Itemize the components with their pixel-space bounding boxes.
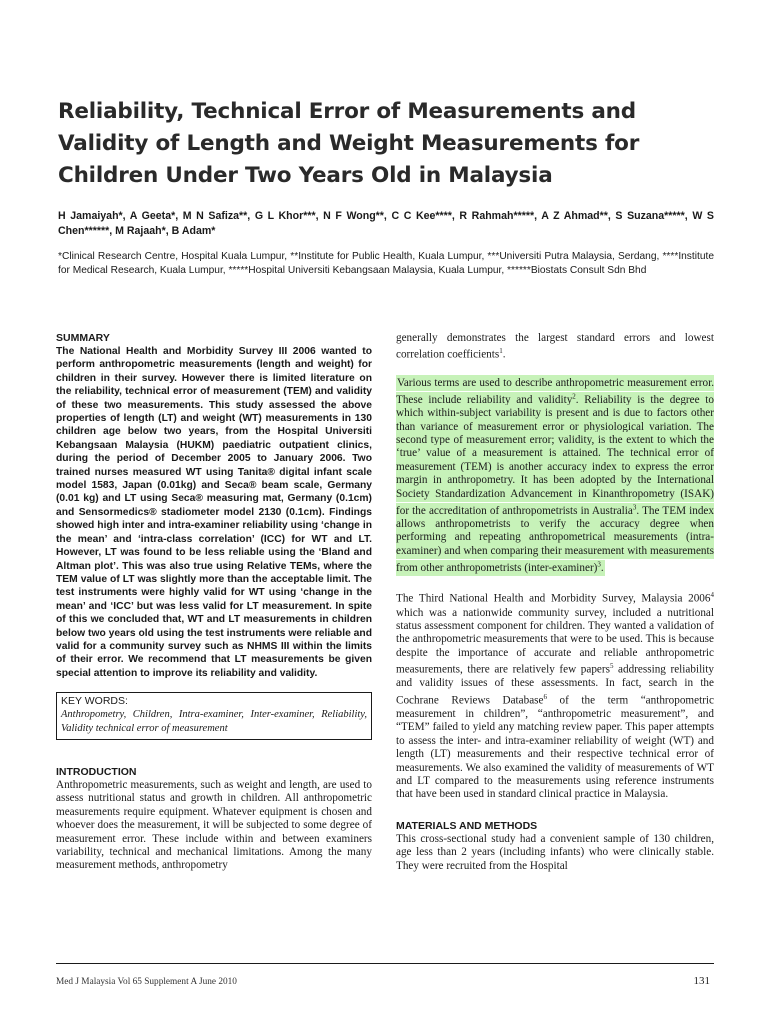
keywords-text: Anthropometry, Children, Intra-examiner, Inter-examiner, Reliability, Validity technical error of measurement xyxy=(61,709,367,734)
footer-divider xyxy=(56,963,714,964)
paragraph-continued-text: generally demonstrates the largest standard errors and lowest correlation coefficients xyxy=(396,332,714,362)
page-number: 131 xyxy=(693,975,710,987)
journal-citation: Med J Malaysia Vol 65 Supplement A June 2010 xyxy=(56,977,237,987)
introduction-text: Anthropometric measurements, such as weight and length, are used to assess nutritional status and growth in children. All anthropometric measurements require equipment. Whatever equipment is chosen and whoever does the measurement, it will be subjected to some degree of measurement error. These include within and between examiners variability, technical and mechanical limitations. Among the many measurement methods, anthropometry xyxy=(56,778,372,872)
right-column xyxy=(396,332,714,873)
paragraph-continued: generally demonstrates the largest standard errors and lowest correlation coefficients$^1$. xyxy=(396,332,714,362)
keywords-box xyxy=(56,692,372,740)
left-column xyxy=(56,332,372,873)
author-list: H Jamaiyah*, A Geeta*, M N Safiza**, G L Khor***, N F Wong**, C C Kee****, R Rahmah*****, A Z Ahmad**, S Suzana*****, W S Chen******, M Rajaah*, B Adam* xyxy=(58,210,714,237)
nhms-paragraph xyxy=(396,589,714,801)
citation-4: 4 xyxy=(710,591,714,600)
introduction-heading: INTRODUCTION xyxy=(56,765,137,778)
citation-5: 5 xyxy=(609,662,614,671)
highlight-text-d: . xyxy=(600,562,604,575)
highlighted-paragraph xyxy=(396,377,714,576)
nhms-text-a: The Third National Health and Morbidity Survey, Malaysia 2006 xyxy=(396,593,711,606)
nhms-text-d: of the term “anthropometric measurement in children”, “anthropometric measurement”, and “TEM” failed to yield any matching review paper. This paper attempts to assess the inter- and intra-examiner reliability of weight (WT) and length (LT) measurements and their respective technical error of measurements. We also examined the validity of measurements of WT and LT compared to the measurements using reference instruments that have been used in standard clinical practice in Malaysia. xyxy=(396,694,715,801)
citation-3b: 3 xyxy=(597,560,601,569)
citation-3a: 3 xyxy=(632,502,637,511)
nhms-text-c: addressing reliability and validity issues of these assessments. In fact, search in the Cochrane Reviews Database xyxy=(396,663,714,707)
article-title: Reliability, Technical Error of Measurements and Validity of Length and Weight Measurements for Children Under Two Years Old in Malaysia xyxy=(58,99,640,188)
summary-heading: SUMMARY xyxy=(56,332,110,344)
affiliations: *Clinical Research Centre, Hospital Kuala Lumpur, **Institute for Public Health, Kuala Lumpur, ***Universiti Putra Malaysia, Serdang, ****Institute for Medical Research, Kuala Lumpur, *****Hospital Universiti Kebangsaan Malaysia, Kuala Lumpur, ******Biostats Consult Sdn Bhd xyxy=(58,251,714,276)
summary-text: The National Health and Morbidity Survey III 2006 wanted to perform anthropometric measurements (length and weight) for children in their survey. However there is limited literature on the reliability, technical error of measurement (TEM) and validity of these two measurements. This study assessed the above properties of length (LT) and weight (WT) measurements in 130 children age below two years, from the Hospital Universiti Kebangsaan Malaysia (HUKM) paediatric outpatient clinics, during the period of December 2005 to January 2006. Two trained nurses measured WT using Tanita® digital infant scale model 1583, Japan (0.01kg) and Seca® beam scale, Germany (0.01 kg) and LT using Seca® measuring mat, Germany (0.1cm) and Sensormedics® stadiometer model 2130 (0.1cm). Findings showed high inter and intra-examiner reliability using ‘change in the mean’ and ‘intra-class correlation’ (ICC) for WT and LT. However, LT was found to be less reliable using the ‘Bland and Altman plot’. This was also true using Relative TEMs, where the TEM value of LT was slightly more than the acceptable limit. The test instruments were highly valid for WT using ‘change in the mean’ and ‘ICC’ but was less valid for LT measurement. In spite of this we concluded that, WT and LT measurements in children below two years old using the test instruments were reliable and valid for a community survey such as NHMS III within the limits of their error. We recommend that LT measurements be given special attention to improve its reliability and validity. xyxy=(56,346,372,679)
methods-text: This cross-sectional study had a convenient sample of 130 children, age less than 2 years (including infants) who were clinically stable. They were recruited from the Hospital xyxy=(396,832,714,872)
keywords-heading: KEY WORDS: xyxy=(61,695,128,708)
highlight-text-b: . Reliability is the degree to which within-subject variability is present and is due to factors other than variance of measurement error or physiological variation. The second type of measurement error; validity, is the extent to which the ‘true’ value of a measurement is attained. The technical error of measurement (TEM) is another accuracy index to express the error margin in anthropometry. It has been adopted by the International Society Standardization Advancement in Kinanthropometry (ISAK) for the accreditation of anthropometrists in Australia xyxy=(396,393,714,517)
highlight-text-a: Various terms are used to describe anthropometric measurement error. These include reliability and validity xyxy=(396,376,714,406)
highlight-text-c: . The TEM index allows anthropometrists to verify the accuracy degree when performing and repeating anthropometrical measurements (intra-examiner) and when comparing their measurement with measurements from other anthropometrists (inter-examiner) xyxy=(396,504,714,575)
methods-heading: MATERIALS AND METHODS xyxy=(396,819,538,832)
citation-6: 6 xyxy=(543,692,547,701)
citation-2: 2 xyxy=(572,391,576,400)
highlight-run-1 xyxy=(396,375,714,576)
nhms-text-b: which was a nationwide community survey, included a nutritional status assessment component for children. They wanted a validation of the anthropometric measurements that were to be used. This is because despite the importance of accurate and reliable anthropometric measurements, there are relatively few papers xyxy=(396,606,714,676)
citation-1: 1 xyxy=(499,347,503,356)
